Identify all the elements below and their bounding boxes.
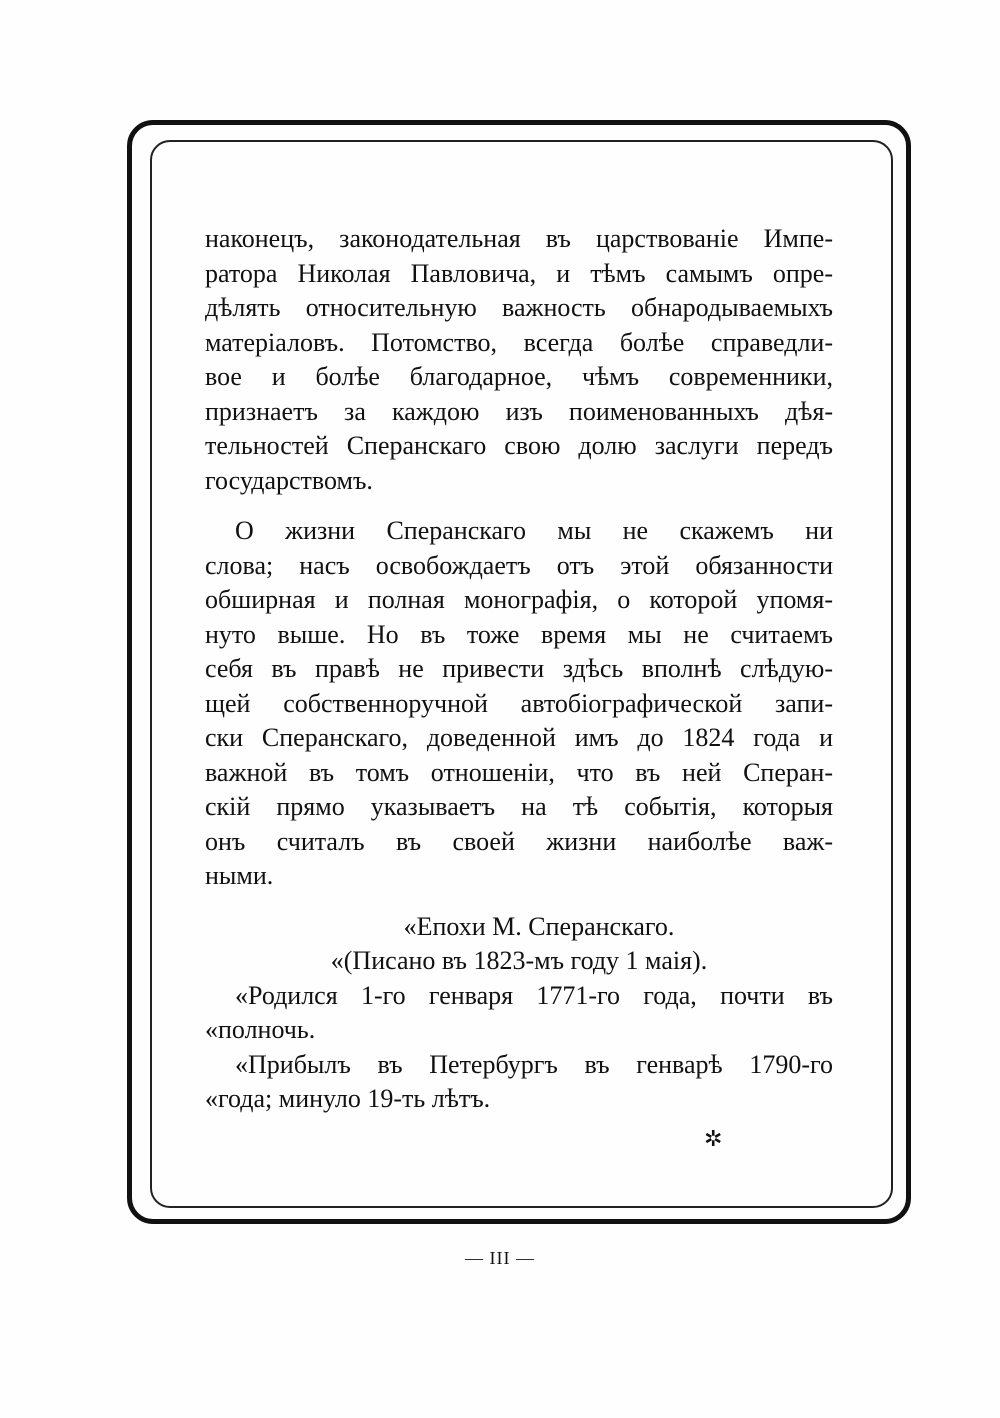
quote-entry-1 [205,979,833,1048]
ornament-asterisk: ✲ [704,1126,723,1151]
text-line: матеріаловъ. Потомство, всегда болѣе справедли- [205,327,833,357]
text-line: скій прямо указываетъ на тѣ событія, которыя [205,792,833,821]
text-line: нуто выше. Но въ тоже время мы не считаемъ [205,619,833,649]
text-line: дѣлять относительную важность обнародываемыхъ [205,293,833,322]
text-line: вое и болѣе благодарное, чѣмъ современники, [205,362,833,391]
paragraph-1 [205,222,833,498]
text-line: ски Сперанскаго, доведенной имъ до 1824 года и [205,723,833,752]
text-line: государствомъ. [205,465,373,495]
text-line: обширная и полная монографія, о которой упомя- [205,585,833,614]
page-text [205,222,833,1117]
text-line: наконецъ, законодательная въ царствованіе Импе- [205,224,833,253]
text-line: «года; минуло 19-ть лѣтъ. [205,1084,491,1113]
text-line: ратора Николая Павловича, и тѣмъ самымъ опре- [205,258,833,288]
quote-entry-2 [205,1048,833,1117]
text-line: «Родился 1-го генваря 1771-го года, почти въ [235,980,833,1010]
text-line: онъ считалъ въ своей жизни наиболѣе важ- [205,826,833,856]
text-line: «полночь. [205,1015,316,1044]
text-line: О жизни Сперанскаго мы не скажемъ ни [235,516,833,545]
paragraph-2 [205,514,833,894]
text-line: щей собственноручной автобіографической запи- [205,688,833,718]
text-line: себя въ правѣ не привести здѣсь вполнѣ слѣдую- [205,654,833,683]
text-line: тельностей Сперанскаго свою долю заслуги передъ [205,431,833,460]
quote-heading-title: «Епохи М. Сперанскаго. [403,911,675,941]
text-line: признаетъ за каждою изъ поименованныхъ дѣя- [205,396,833,426]
quote-heading-date: «(Писано въ 1823-мъ году 1 маія). [330,946,708,975]
text-line: ными. [205,861,274,890]
text-line: слова; насъ освобождаетъ отъ этой обязанности [205,550,833,580]
text-line: «Прибылъ въ Петербургъ въ генварѣ 1790-го [235,1049,833,1079]
page-number: — III — [465,1248,535,1268]
text-line: важной въ томъ отношеніи, что въ ней Сперан- [205,757,833,787]
